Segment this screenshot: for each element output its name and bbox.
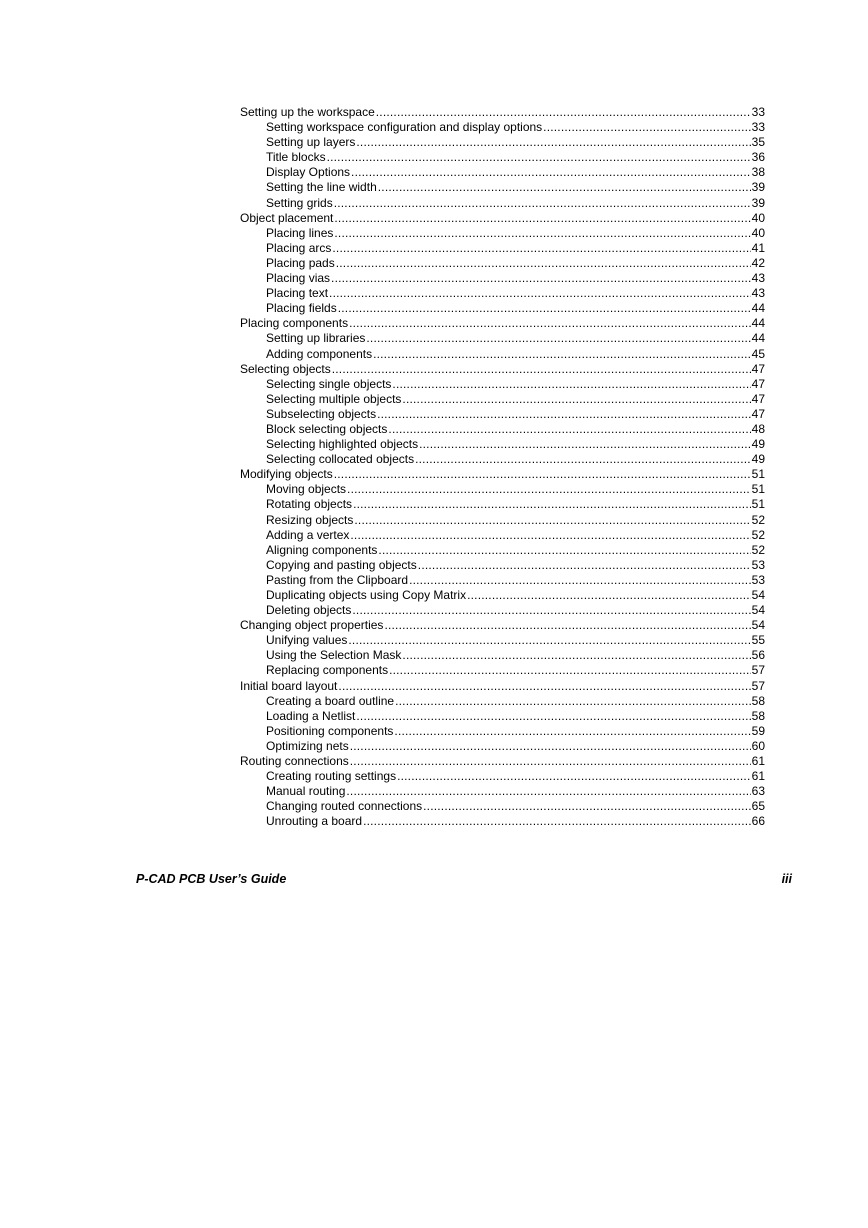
toc-entry-page: 47 xyxy=(751,361,765,376)
toc-entry-title: Placing arcs xyxy=(266,240,332,255)
toc-entry-title: Pasting from the Clipboard xyxy=(266,572,409,587)
toc-entry-page: 40 xyxy=(751,225,765,240)
toc-dot-leader xyxy=(543,120,750,135)
toc-entry-title: Display Options xyxy=(266,165,351,180)
toc-entry-page: 52 xyxy=(751,542,765,557)
toc-entry-title: Rotating objects xyxy=(266,497,353,512)
toc-entry[interactable] xyxy=(240,437,765,452)
toc-entry-page: 36 xyxy=(751,150,765,165)
toc-entry-title: Unrouting a board xyxy=(266,814,363,829)
toc-dot-leader xyxy=(378,180,751,195)
toc-dot-leader xyxy=(467,588,751,603)
toc-entry-title: Adding a vertex xyxy=(266,527,350,542)
toc-dot-leader xyxy=(353,497,751,512)
toc-entry-title: Modifying objects xyxy=(240,467,333,482)
toc-dot-leader xyxy=(356,709,750,724)
toc-entry[interactable] xyxy=(240,241,765,256)
toc-entry-page: 58 xyxy=(751,693,765,708)
toc-dot-leader xyxy=(384,618,750,633)
toc-entry[interactable] xyxy=(240,694,765,709)
toc-dot-leader xyxy=(332,362,751,377)
toc-entry-title: Deleting objects xyxy=(266,603,352,618)
toc-dot-leader xyxy=(402,648,750,663)
toc-dot-leader xyxy=(397,769,751,784)
toc-dot-leader xyxy=(356,135,750,150)
toc-entry-title: Placing vias xyxy=(266,271,331,286)
toc-entry-page: 63 xyxy=(751,784,765,799)
toc-entry[interactable] xyxy=(240,165,765,180)
toc-entry-title: Selecting collocated objects xyxy=(266,452,415,467)
toc-dot-leader xyxy=(354,513,750,528)
toc-entry-page: 38 xyxy=(751,165,765,180)
toc-entry-title: Adding components xyxy=(266,346,373,361)
toc-entry[interactable] xyxy=(240,331,765,346)
toc-entry-title: Block selecting objects xyxy=(266,421,388,436)
toc-entry[interactable] xyxy=(240,769,765,784)
toc-entry-title: Placing lines xyxy=(266,225,334,240)
toc-dot-leader xyxy=(350,739,751,754)
toc-entry[interactable] xyxy=(240,814,765,829)
toc-dot-leader xyxy=(366,331,750,346)
toc-entry-title: Setting up layers xyxy=(266,135,356,150)
toc-entry-title: Using the Selection Mask xyxy=(266,648,402,663)
toc-entry-page: 47 xyxy=(751,391,765,406)
toc-entry-page: 42 xyxy=(751,255,765,270)
toc-entry-title: Loading a Netlist xyxy=(266,708,356,723)
toc-entry-title: Object placement xyxy=(240,210,334,225)
toc-dot-leader xyxy=(346,784,750,799)
toc-entry-page: 59 xyxy=(751,723,765,738)
toc-entry-page: 51 xyxy=(751,497,765,512)
toc-entry-page: 58 xyxy=(751,708,765,723)
toc-entry[interactable] xyxy=(240,543,765,558)
toc-entry-page: 43 xyxy=(751,286,765,301)
toc-entry-title: Setting grids xyxy=(266,195,333,210)
toc-entry-title: Routing connections xyxy=(240,754,349,769)
toc-entry-title: Title blocks xyxy=(266,150,326,165)
toc-entry-title: Duplicating objects using Copy Matrix xyxy=(266,588,467,602)
toc-dot-leader xyxy=(329,286,751,301)
toc-entry-page: 49 xyxy=(751,452,765,467)
toc-entry-title: Creating routing settings xyxy=(266,769,397,784)
toc-entry-title: Aligning components xyxy=(266,542,378,557)
toc-entry[interactable] xyxy=(240,407,765,422)
toc-entry-title: Optimizing nets xyxy=(266,738,349,753)
toc-dot-leader xyxy=(377,407,751,422)
toc-entry-page: 44 xyxy=(751,301,765,316)
toc-entry-page: 57 xyxy=(751,678,765,693)
toc-entry[interactable] xyxy=(240,211,765,226)
toc-entry[interactable] xyxy=(240,271,765,286)
toc-entry-title: Selecting single objects xyxy=(266,376,392,391)
toc-entry[interactable] xyxy=(240,150,765,165)
toc-dot-leader xyxy=(402,392,750,407)
toc-entry-title: Selecting multiple objects xyxy=(266,391,402,406)
toc-entry-page: 41 xyxy=(751,240,765,255)
toc-entry-page: 39 xyxy=(751,180,765,195)
toc-entry-title: Unifying values xyxy=(266,633,348,648)
toc-entry[interactable] xyxy=(240,513,765,528)
toc-entry-title: Copying and pasting objects xyxy=(266,557,417,572)
toc-entry[interactable] xyxy=(240,588,765,603)
toc-entry-title: Manual routing xyxy=(266,784,346,799)
toc-dot-leader xyxy=(334,211,750,226)
table-of-contents xyxy=(240,105,765,830)
toc-entry-page: 44 xyxy=(751,316,765,331)
toc-entry-page: 45 xyxy=(751,346,765,361)
toc-entry[interactable] xyxy=(240,648,765,663)
toc-dot-leader xyxy=(352,603,750,618)
toc-entry-page: 47 xyxy=(751,376,765,391)
toc-entry-page: 33 xyxy=(751,105,765,119)
toc-entry-page: 61 xyxy=(751,754,765,769)
toc-entry-title: Setting up libraries xyxy=(266,331,366,346)
toc-entry[interactable] xyxy=(240,301,765,316)
toc-dot-leader xyxy=(350,754,751,769)
toc-dot-leader xyxy=(389,663,751,678)
toc-dot-leader xyxy=(350,528,750,543)
toc-entry-page: 60 xyxy=(751,738,765,753)
toc-entry-title: Setting up the workspace xyxy=(240,105,375,119)
toc-dot-leader xyxy=(334,196,751,211)
toc-entry-title: Creating a board outline xyxy=(266,693,395,708)
toc-entry[interactable] xyxy=(240,180,765,195)
toc-entry[interactable] xyxy=(240,603,765,618)
toc-entry[interactable] xyxy=(240,709,765,724)
toc-entry[interactable] xyxy=(240,724,765,739)
toc-dot-leader xyxy=(348,633,750,648)
toc-entry-page: 55 xyxy=(751,633,765,648)
toc-dot-leader xyxy=(419,437,751,452)
toc-dot-leader xyxy=(394,724,750,739)
toc-entry-page: 53 xyxy=(751,557,765,572)
toc-entry[interactable] xyxy=(240,120,765,135)
toc-entry[interactable] xyxy=(240,633,765,648)
toc-entry[interactable] xyxy=(240,739,765,754)
toc-entry[interactable] xyxy=(240,286,765,301)
toc-entry[interactable] xyxy=(240,377,765,392)
toc-dot-leader xyxy=(334,226,750,241)
toc-entry-page: 49 xyxy=(751,437,765,452)
toc-entry[interactable] xyxy=(240,573,765,588)
toc-entry-title: Resizing objects xyxy=(266,512,354,527)
toc-entry-title: Changing routed connections xyxy=(266,799,423,814)
footer-page-number: iii xyxy=(781,872,792,886)
toc-dot-leader xyxy=(376,105,751,120)
toc-dot-leader xyxy=(373,347,751,362)
toc-entry-page: 66 xyxy=(751,814,765,829)
toc-dot-leader xyxy=(331,271,751,286)
toc-entry-title: Positioning components xyxy=(266,723,394,738)
toc-entry-title: Subselecting objects xyxy=(266,406,377,421)
toc-entry[interactable] xyxy=(240,754,765,769)
toc-entry-page: 39 xyxy=(751,195,765,210)
toc-dot-leader xyxy=(392,377,750,392)
toc-entry-page: 51 xyxy=(751,482,765,497)
toc-entry-page: 35 xyxy=(751,135,765,150)
toc-dot-leader xyxy=(347,482,751,497)
toc-entry-page: 65 xyxy=(751,799,765,814)
toc-dot-leader xyxy=(363,814,751,829)
toc-entry-page: 51 xyxy=(751,467,765,482)
toc-dot-leader xyxy=(418,558,751,573)
toc-entry[interactable] xyxy=(240,392,765,407)
toc-entry-page: 40 xyxy=(751,210,765,225)
toc-entry-page: 47 xyxy=(751,406,765,421)
toc-entry[interactable] xyxy=(240,558,765,573)
toc-entry-page: 52 xyxy=(751,512,765,527)
toc-dot-leader xyxy=(395,694,751,709)
footer-title: P-CAD PCB User’s Guide xyxy=(136,872,287,886)
toc-dot-leader xyxy=(351,165,751,180)
toc-entry-title: Placing components xyxy=(240,316,349,331)
toc-entry[interactable] xyxy=(240,497,765,512)
toc-entry-page: 61 xyxy=(751,769,765,784)
toc-entry[interactable] xyxy=(240,452,765,467)
toc-entry[interactable] xyxy=(240,105,765,120)
toc-entry-page: 43 xyxy=(751,271,765,286)
toc-dot-leader xyxy=(336,256,751,271)
toc-entry-page: 54 xyxy=(751,603,765,618)
toc-entry[interactable] xyxy=(240,679,765,694)
toc-entry-title: Setting workspace configuration and display options xyxy=(266,120,543,135)
toc-entry-page: 54 xyxy=(751,618,765,633)
toc-entry[interactable] xyxy=(240,618,765,633)
toc-entry[interactable] xyxy=(240,226,765,241)
toc-entry-title: Placing text xyxy=(266,286,329,301)
toc-entry-title: Selecting highlighted objects xyxy=(266,437,419,452)
toc-entry-title: Placing pads xyxy=(266,255,335,270)
toc-dot-leader xyxy=(338,679,750,694)
toc-dot-leader xyxy=(338,301,751,316)
toc-entry[interactable] xyxy=(240,663,765,678)
toc-dot-leader xyxy=(332,241,750,256)
toc-entry-title: Placing fields xyxy=(266,301,337,316)
toc-entry-page: 44 xyxy=(751,331,765,346)
toc-entry-title: Setting the line width xyxy=(266,180,377,195)
toc-dot-leader xyxy=(423,799,751,814)
toc-entry[interactable] xyxy=(240,256,765,271)
toc-entry[interactable] xyxy=(240,135,765,150)
toc-dot-leader xyxy=(327,150,751,165)
toc-entry-page: 48 xyxy=(751,421,765,436)
toc-entry[interactable] xyxy=(240,347,765,362)
toc-dot-leader xyxy=(388,422,750,437)
toc-entry[interactable] xyxy=(240,467,765,482)
toc-entry[interactable] xyxy=(240,422,765,437)
toc-entry-title: Changing object properties xyxy=(240,618,384,633)
toc-dot-leader xyxy=(349,316,751,331)
page-footer xyxy=(136,872,792,886)
toc-entry[interactable] xyxy=(240,784,765,799)
toc-entry[interactable] xyxy=(240,316,765,331)
toc-entry-page: 56 xyxy=(751,648,765,663)
toc-entry[interactable] xyxy=(240,528,765,543)
toc-entry-page: 54 xyxy=(751,588,765,602)
toc-entry-title: Replacing components xyxy=(266,663,389,678)
toc-entry-title: Selecting objects xyxy=(240,361,331,376)
toc-dot-leader xyxy=(409,573,751,588)
toc-entry-page: 53 xyxy=(751,572,765,587)
toc-entry-title: Moving objects xyxy=(266,482,347,497)
toc-entry[interactable] xyxy=(240,799,765,814)
toc-entry-page: 33 xyxy=(751,120,765,135)
toc-entry-title: Initial board layout xyxy=(240,678,338,693)
toc-dot-leader xyxy=(415,452,751,467)
toc-dot-leader xyxy=(378,543,750,558)
toc-entry-page: 57 xyxy=(751,663,765,678)
toc-entry[interactable] xyxy=(240,482,765,497)
toc-entry[interactable] xyxy=(240,362,765,377)
toc-dot-leader xyxy=(334,467,751,482)
toc-entry-page: 52 xyxy=(751,527,765,542)
toc-entry[interactable] xyxy=(240,196,765,211)
